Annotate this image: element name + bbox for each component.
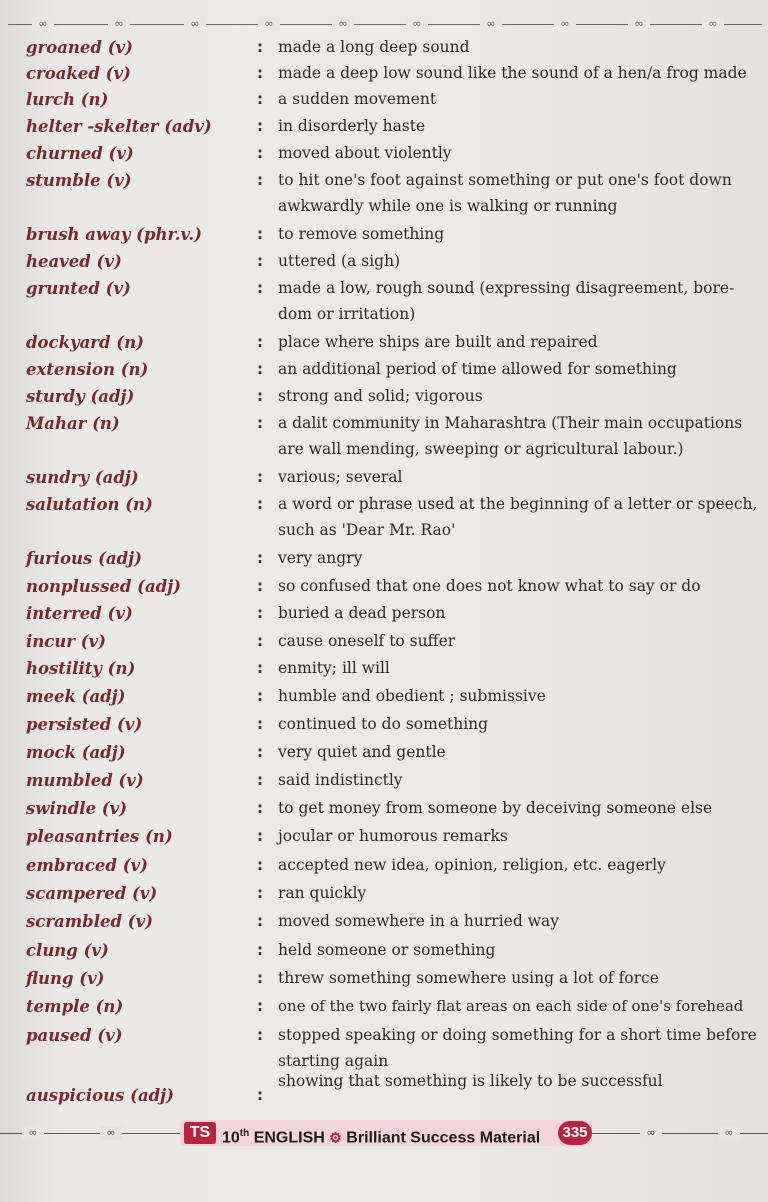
- glossary-term: sturdy (adj): [26, 387, 135, 406]
- glossary-term: groaned (v): [26, 38, 133, 57]
- glossary-term: furious (adj): [26, 549, 142, 568]
- glossary-term: embraced (v): [26, 856, 148, 875]
- glossary-definition: very angry: [278, 549, 363, 567]
- glossary-definition: showing that something is likely to be successful: [278, 1072, 663, 1090]
- glossary-term: heaved (v): [26, 252, 122, 271]
- separator-colon: :: [257, 279, 263, 297]
- glossary-definition: buried a dead person: [278, 604, 446, 622]
- glossary-definition: threw something somewhere using a lot of force: [278, 969, 659, 987]
- separator-colon: :: [257, 1086, 263, 1104]
- ornament-knot-icon: ∞: [480, 17, 502, 31]
- glossary-term: persisted (v): [26, 715, 143, 734]
- glossary-term: interred (v): [26, 604, 133, 623]
- glossary-term: flung (v): [26, 969, 105, 988]
- ts-badge: TS: [184, 1122, 216, 1144]
- glossary-term: scrambled (v): [26, 912, 153, 931]
- ornament-knot-icon: ∞: [640, 1126, 662, 1140]
- ornament-knot-icon: ∞: [702, 17, 724, 31]
- glossary-definition: humble and obedient ; submissive: [278, 687, 546, 705]
- separator-colon: :: [257, 549, 263, 567]
- glossary-definition: place where ships are built and repaired: [278, 333, 598, 351]
- page-number: 335: [558, 1121, 592, 1145]
- glossary-term: stumble (v): [26, 171, 132, 190]
- separator-colon: :: [257, 856, 263, 874]
- separator-colon: :: [257, 799, 263, 817]
- glossary-term: salutation (n): [26, 495, 153, 514]
- glossary-definition: one of the two fairly flat areas on each side of one's forehead: [278, 997, 744, 1015]
- glossary-definition: held someone or something: [278, 941, 496, 959]
- ornament-knot-icon: ∞: [718, 1126, 740, 1140]
- separator-colon: :: [257, 252, 263, 270]
- footer-border-line: [592, 1133, 768, 1134]
- glossary-term: paused (v): [26, 1026, 123, 1045]
- separator-colon: :: [257, 771, 263, 789]
- series-title: Brilliant Success Material: [346, 1129, 541, 1147]
- glossary-definition: moved about violently: [278, 144, 452, 162]
- separator-colon: :: [257, 632, 263, 650]
- separator-colon: :: [257, 38, 263, 56]
- separator-colon: :: [257, 90, 263, 108]
- glossary-term: extension (n): [26, 360, 149, 379]
- separator-colon: :: [257, 912, 263, 930]
- separator-colon: :: [257, 225, 263, 243]
- glossary-definition: in disorderly haste: [278, 117, 426, 135]
- glossary-definition: made a low, rough sound (expressing disagreement, bore-dom or irritation): [278, 279, 735, 323]
- ornament-knot-icon: ∞: [332, 17, 354, 31]
- glossary-definition: jocular or humorous remarks: [278, 827, 508, 845]
- glossary-definition: so confused that one does not know what to say or do: [278, 577, 701, 595]
- ornament-knot-icon: ∞: [22, 1126, 44, 1140]
- separator-colon: :: [257, 941, 263, 959]
- ornament-knot-icon: ∞: [406, 17, 428, 31]
- glossary-term: pleasantries (n): [26, 827, 173, 846]
- separator-colon: :: [257, 468, 263, 486]
- separator-colon: :: [257, 144, 263, 162]
- separator-colon: :: [257, 1026, 263, 1044]
- glossary-term: churned (v): [26, 144, 134, 163]
- glossary-term: scampered (v): [26, 884, 158, 903]
- glossary-definition: an additional period of time allowed for something: [278, 360, 677, 378]
- glossary-definition: uttered (a sigh): [278, 252, 401, 270]
- glossary-definition: continued to do something: [278, 715, 489, 733]
- ornament-knot-icon: ∞: [628, 17, 650, 31]
- glossary-definition: a word or phrase used at the beginning of a letter or speech, such as 'Dear Mr. Rao': [278, 495, 758, 539]
- separator-colon: :: [257, 414, 263, 432]
- glossary-term: meek (adj): [26, 687, 126, 706]
- glossary-term: sundry (adj): [26, 468, 139, 487]
- glossary-definition: a sudden movement: [278, 90, 437, 108]
- ornament-knot-icon: ∞: [554, 17, 576, 31]
- glossary-term: brush away (phr.v.): [26, 225, 202, 244]
- separator-colon: :: [257, 577, 263, 595]
- ornament-knot-icon: ∞: [108, 17, 130, 31]
- glossary-term: dockyard (n): [26, 333, 144, 352]
- separator-colon: :: [257, 687, 263, 705]
- glossary-term: helter -skelter (adv): [26, 117, 212, 136]
- glossary-term: auspicious (adj): [26, 1086, 174, 1105]
- glossary-definition: accepted new idea, opinion, religion, etc. eagerly: [278, 856, 666, 874]
- separator-colon: :: [257, 387, 263, 405]
- ornament-knot-icon: ∞: [258, 17, 280, 31]
- glossary-term: hostility (n): [26, 659, 136, 678]
- grade-suffix: th: [239, 1128, 250, 1139]
- glossary-term: swindle (v): [26, 799, 128, 818]
- separator-colon: :: [257, 884, 263, 902]
- glossary-definition: made a deep low sound like the sound of a hen/a frog made: [278, 64, 747, 82]
- footer-book-title: [222, 1123, 552, 1145]
- glossary-definition: various; several: [278, 468, 403, 486]
- glossary-term: temple (n): [26, 997, 124, 1016]
- glossary-definition: ran quickly: [278, 884, 367, 902]
- ornament-knot-icon: ∞: [100, 1126, 122, 1140]
- grade-number: 10: [222, 1129, 240, 1147]
- glossary-definition: said indistinctly: [278, 771, 403, 789]
- separator-colon: :: [257, 117, 263, 135]
- glossary-definition: stopped speaking or doing something for a short time before starting again: [278, 1026, 757, 1070]
- separator-colon: :: [257, 360, 263, 378]
- glossary-definition: very quiet and gentle: [278, 743, 446, 761]
- separator-colon: :: [257, 659, 263, 677]
- glossary-definition: made a long deep sound: [278, 38, 470, 56]
- glossary-term: clung (v): [26, 941, 109, 960]
- glossary-definition: strong and solid; vigorous: [278, 387, 483, 405]
- glossary-term: mumbled (v): [26, 771, 144, 790]
- glossary-definition: to remove something: [278, 225, 445, 243]
- glossary-term: croaked (v): [26, 64, 131, 83]
- separator-colon: :: [257, 64, 263, 82]
- page-footer: [0, 1118, 768, 1148]
- glossary-definition: to hit one's foot against something or put one's foot down awkwardly while one is walking or running: [278, 171, 732, 215]
- glossary-term: incur (v): [26, 632, 106, 651]
- separator-colon: :: [257, 969, 263, 987]
- separator-colon: :: [257, 495, 263, 513]
- separator-colon: :: [257, 743, 263, 761]
- glossary-term: grunted (v): [26, 279, 131, 298]
- ornament-knot-icon: ∞: [32, 17, 54, 31]
- subject-label: ENGLISH: [253, 1129, 325, 1147]
- glossary-term: lurch (n): [26, 90, 109, 109]
- glossary-definition: cause oneself to suffer: [278, 632, 456, 650]
- gear-icon: ⚙: [329, 1129, 342, 1146]
- glossary-term: mock (adj): [26, 743, 126, 762]
- separator-colon: :: [257, 827, 263, 845]
- separator-colon: :: [257, 604, 263, 622]
- separator-colon: :: [257, 715, 263, 733]
- glossary-definition: enmity; ill will: [278, 659, 390, 677]
- glossary-definition: a dalit community in Maharashtra (Their main occupations are wall mending, sweeping or agricultural labour.): [278, 414, 743, 458]
- glossary-definition: moved somewhere in a hurried way: [278, 912, 559, 930]
- separator-colon: :: [257, 171, 263, 189]
- separator-colon: :: [257, 333, 263, 351]
- glossary-term: Mahar (n): [26, 414, 120, 433]
- separator-colon: :: [257, 997, 263, 1015]
- ornament-knot-icon: ∞: [184, 17, 206, 31]
- glossary-term: nonplussed (adj): [26, 577, 181, 596]
- glossary-definition: to get money from someone by deceiving someone else: [278, 799, 713, 817]
- top-ornament-border: [8, 14, 762, 34]
